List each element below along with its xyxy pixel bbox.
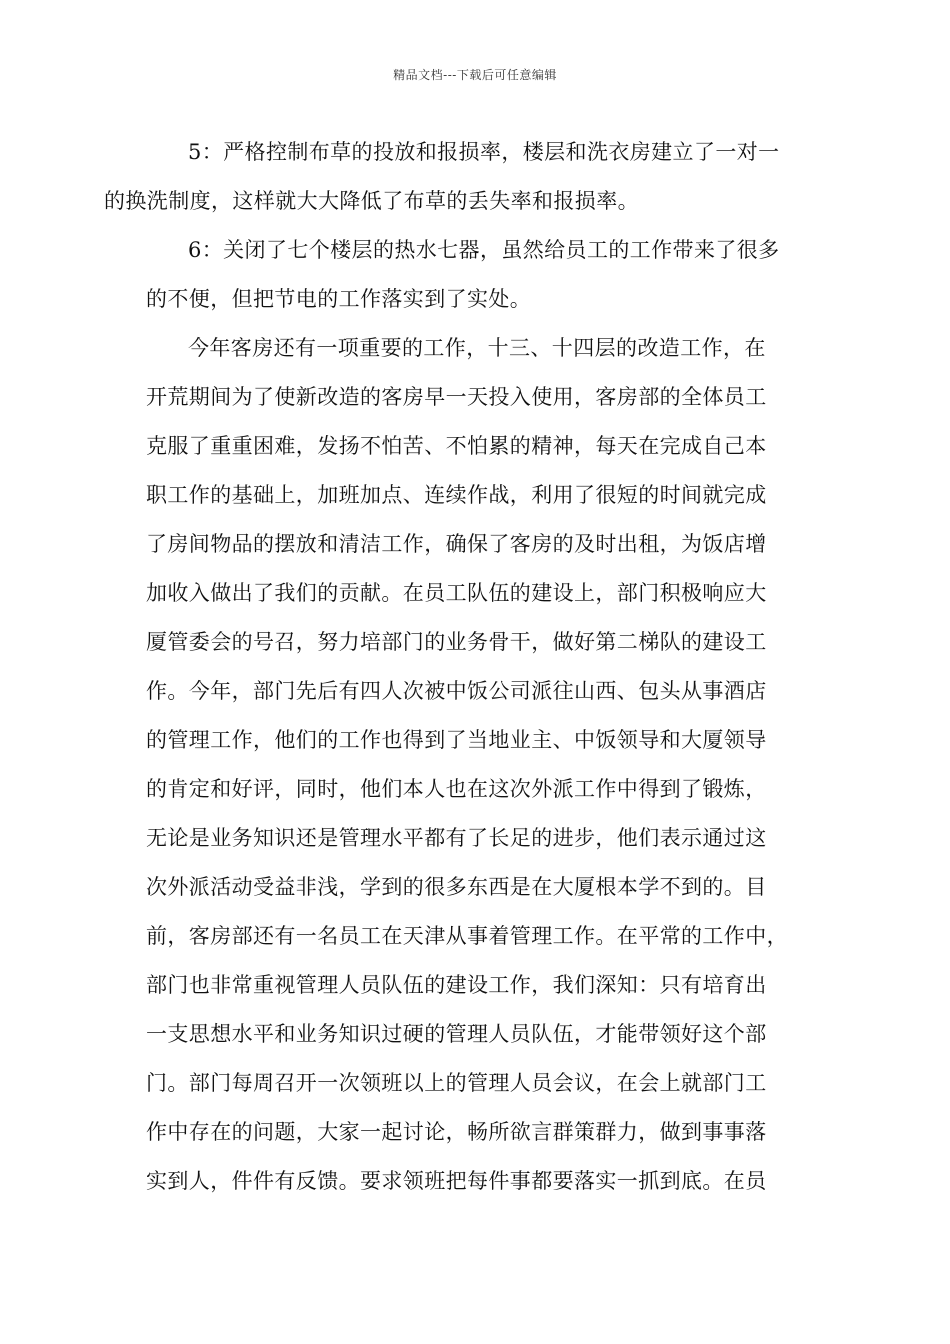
text-line: 次外派活动受益非浅，学到的很多东西是在大厦根本学不到的。目	[146, 875, 767, 899]
paragraph-renovation	[146, 324, 826, 1206]
text-line: 了房间物品的摆放和清洁工作，确保了客房的及时出租，为饭店增	[146, 532, 767, 556]
text-line: 实到人，件件有反馈。要求领班把每件事都要落实一抓到底。在员	[146, 1169, 767, 1193]
paragraph-item-6	[146, 226, 826, 324]
text-line: 部门也非常重视管理人员队伍的建设工作，我们深知：只有培育出	[146, 973, 767, 997]
text-line: 前，客房部还有一名员工在天津从事着管理工作。在平常的工作中，	[146, 924, 788, 948]
text-line: 6：关闭了七个楼层的热水七器，虽然给员工的工作带来了很多	[188, 238, 780, 262]
text-line: 加收入做出了我们的贡献。在员工队伍的建设上，部门积极响应大	[146, 581, 767, 605]
text-line: 职工作的基础上，加班加点、连续作战，利用了很短的时间就完成	[146, 483, 767, 507]
text-line: 开荒期间为了使新改造的客房早一天投入使用，客房部的全体员工	[146, 385, 767, 409]
page-header: 精品文档---下载后可任意编辑	[393, 68, 557, 82]
text-line: 今年客房还有一项重要的工作，十三、十四层的改造工作，在	[188, 336, 766, 360]
paragraph-item-5	[104, 128, 826, 226]
text-line: 作。今年，部门先后有四人次被中饭公司派往山西、包头从事酒店	[146, 679, 767, 703]
text-line: 厦管委会的号召，努力培部门的业务骨干，做好第二梯队的建设工	[146, 630, 767, 654]
text-line: 门。部门每周召开一次领班以上的管理人员会议，在会上就部门工	[146, 1071, 767, 1095]
text-line: 的管理工作，他们的工作也得到了当地业主、中饭领导和大厦领导	[146, 728, 767, 752]
text-line: 一支思想水平和业务知识过硬的管理人员队伍，才能带领好这个部	[146, 1022, 767, 1046]
text-line: 5：严格控制布草的投放和报损率，楼层和洗衣房建立了一对一	[188, 140, 780, 164]
text-line: 克服了重重困难，发扬不怕苦、不怕累的精神，每天在完成自己本	[146, 434, 767, 458]
document-body	[104, 128, 826, 1206]
text-line: 的不便，但把节电的工作落实到了实处。	[146, 287, 532, 311]
text-line: 作中存在的问题，大家一起讨论，畅所欲言群策群力，做到事事落	[146, 1120, 767, 1144]
text-line: 的肯定和好评，同时，他们本人也在这次外派工作中得到了锻炼，	[146, 777, 767, 801]
text-line: 的换洗制度，这样就大大降低了布草的丢失率和报损率。	[104, 189, 639, 213]
text-line: 无论是业务知识还是管理水平都有了长足的进步，他们表示通过这	[146, 826, 767, 850]
